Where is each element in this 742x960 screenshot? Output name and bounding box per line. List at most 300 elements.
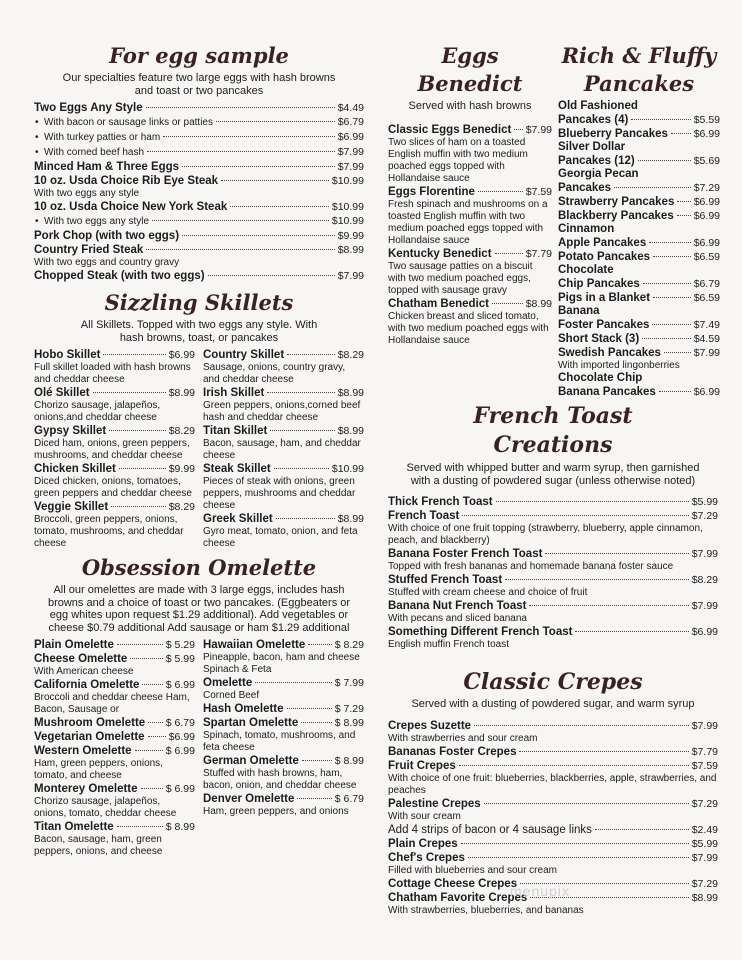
benedict-list bbox=[388, 123, 552, 347]
item-name: Pancakes (12) bbox=[558, 155, 635, 167]
dot-leader bbox=[514, 129, 522, 130]
dot-leader bbox=[302, 760, 332, 761]
crepe-row bbox=[388, 759, 718, 773]
item-description: Filled with blueberries and sour cream bbox=[388, 864, 557, 876]
dot-leader bbox=[163, 136, 335, 137]
french-toast-row bbox=[388, 573, 718, 587]
item-name: Palestine Crepes bbox=[388, 797, 481, 810]
omelette-item bbox=[34, 744, 195, 782]
item-description: Chicken breast and sliced tomato, with two medium poached eggs with Hollandaise sauce bbox=[388, 310, 549, 346]
pancake-name-line1: Old Fashioned bbox=[558, 100, 638, 112]
dot-leader bbox=[109, 430, 165, 431]
dot-leader bbox=[287, 708, 332, 709]
egg-item bbox=[34, 214, 364, 229]
dot-leader bbox=[182, 235, 335, 236]
dot-leader bbox=[664, 352, 691, 353]
omelette-item bbox=[34, 652, 195, 678]
skillets-intro: All Skillets. Topped with two eggs any style. With hash browns, toast, or pancakes bbox=[80, 319, 318, 344]
pancake-row bbox=[558, 154, 720, 168]
item-description: Gyro meat, tomato, onion, and feta cheese bbox=[203, 526, 358, 549]
pancake-row bbox=[558, 113, 720, 127]
item-name: Banana Nut French Toast bbox=[388, 600, 527, 612]
dot-leader bbox=[649, 242, 691, 243]
item-name: Plain Crepes bbox=[388, 837, 458, 850]
dot-leader bbox=[478, 191, 523, 192]
item-price: $7.29 bbox=[693, 182, 720, 194]
skillet-item-row bbox=[34, 500, 195, 514]
crepes-title: Classic Crepes bbox=[463, 669, 643, 695]
dot-leader bbox=[652, 324, 690, 325]
item-price: $7.99 bbox=[693, 347, 720, 359]
item-price: $10.99 bbox=[331, 215, 364, 227]
pancake-name-line1: Georgia Pecan bbox=[558, 168, 639, 180]
egg-item bbox=[34, 101, 364, 115]
pancake-row bbox=[558, 291, 720, 305]
dot-leader bbox=[276, 518, 335, 519]
item-price: $6.99 bbox=[337, 131, 364, 143]
item-name: Veggie Skillet bbox=[34, 501, 109, 513]
omelette-item bbox=[34, 638, 195, 652]
benedict-column bbox=[388, 42, 552, 347]
item-name: Two Eggs Any Style bbox=[34, 102, 143, 114]
item-name: Cheese Omelette bbox=[34, 653, 128, 665]
pancake-row bbox=[558, 181, 720, 195]
skillet-item-row bbox=[34, 348, 195, 362]
dot-leader bbox=[677, 215, 691, 216]
item-description: Bacon, sausage, ham, green peppers, onions, and cheese bbox=[34, 834, 163, 857]
benedict-item bbox=[388, 247, 552, 297]
item-price: $8.29 bbox=[691, 574, 718, 586]
item-name: Western Omelette bbox=[34, 745, 132, 757]
item-name: Hawaiian Omelette bbox=[203, 639, 306, 651]
item-price: $7.99 bbox=[691, 851, 718, 864]
pancake-list bbox=[558, 100, 720, 399]
item-price: $9.99 bbox=[168, 463, 195, 475]
benedict-item bbox=[388, 185, 552, 247]
omelette-item-row bbox=[203, 638, 364, 652]
item-description: Spinach, tomato, mushrooms, and feta cheese bbox=[203, 730, 356, 753]
item-description: With choice of one fruit topping (strawberry, blueberry, apple cinnamon, peach, and blackberry) bbox=[388, 523, 703, 546]
skillet-item bbox=[203, 424, 364, 462]
omelette-item bbox=[34, 820, 195, 858]
item-name: Potato Pancakes bbox=[558, 251, 651, 263]
item-price: $6.79 bbox=[337, 116, 364, 128]
item-price: $7.29 bbox=[691, 877, 718, 890]
pancake-item bbox=[558, 127, 720, 141]
item-name: German Omelette bbox=[203, 755, 299, 767]
item-description: With two eggs any style bbox=[34, 188, 140, 199]
pancake-row bbox=[558, 277, 720, 291]
omelette-item-row bbox=[34, 820, 195, 834]
egg-section-intro: Our specialties feature two large eggs with hash browns and toast or two pancakes bbox=[62, 72, 336, 97]
item-price: $5.99 bbox=[691, 496, 718, 508]
item-name: Vegetarian Omelette bbox=[34, 731, 145, 743]
item-price: $4.49 bbox=[337, 102, 364, 114]
dot-leader bbox=[462, 515, 688, 516]
pancakes-title: Rich & Fluffy Pancakes bbox=[561, 43, 717, 96]
item-name: Blackberry Pancakes bbox=[558, 210, 674, 222]
item-name: Pigs in a Blanket bbox=[558, 292, 651, 304]
skillets-grid bbox=[34, 348, 364, 550]
item-name: Pancakes (4) bbox=[558, 114, 629, 126]
egg-item bbox=[34, 243, 364, 257]
item-price: $7.99 bbox=[691, 719, 718, 732]
item-price: $8.99 bbox=[337, 425, 364, 437]
item-price: $8.99 bbox=[691, 891, 718, 904]
dot-leader bbox=[519, 751, 688, 752]
item-name: Omelette bbox=[203, 677, 253, 689]
omelette-item bbox=[203, 702, 364, 716]
egg-item bbox=[34, 130, 364, 145]
item-description: Broccoli and cheddar cheese Ham, Bacon, Sausage or bbox=[34, 692, 190, 715]
pancake-item bbox=[558, 223, 720, 250]
omelette-item bbox=[34, 678, 195, 716]
item-price: $8.29 bbox=[337, 349, 364, 361]
omelette-item bbox=[203, 716, 364, 754]
dot-leader bbox=[301, 722, 332, 723]
crepe-item bbox=[388, 759, 718, 797]
item-description: Pineapple, bacon, ham and cheese Spinach & Feta bbox=[203, 652, 360, 675]
dot-leader bbox=[638, 160, 691, 161]
french-toast-list bbox=[388, 495, 718, 651]
item-price: $10.99 bbox=[331, 463, 364, 475]
pancake-item bbox=[558, 346, 720, 372]
skillet-item bbox=[34, 386, 195, 424]
pancake-item bbox=[558, 195, 720, 209]
item-name: Mushroom Omelette bbox=[34, 717, 146, 729]
item-price: $7.99 bbox=[337, 161, 364, 173]
item-description: With choice of one fruit: blueberries, blackberries, apple, strawberries, and peaches bbox=[388, 772, 717, 796]
item-price: $6.79 bbox=[693, 278, 720, 290]
omelette-column-1 bbox=[34, 638, 195, 858]
pancake-row bbox=[558, 346, 720, 360]
crepe-item bbox=[388, 823, 718, 837]
item-price: $7.59 bbox=[691, 759, 718, 772]
item-price: $7.49 bbox=[693, 319, 720, 331]
crepe-item bbox=[388, 797, 718, 823]
dot-leader bbox=[468, 857, 689, 858]
pancake-item bbox=[558, 168, 720, 195]
item-name: Something Different French Toast bbox=[388, 626, 573, 638]
item-name: Eggs Florentine bbox=[388, 185, 475, 198]
dot-leader bbox=[142, 684, 162, 685]
item-name: Thick French Toast bbox=[388, 496, 493, 508]
dot-leader bbox=[152, 220, 329, 221]
item-name: Titan Omelette bbox=[34, 821, 114, 833]
skillet-item bbox=[203, 386, 364, 424]
item-name: Add 4 strips of bacon or 4 sausage links bbox=[388, 823, 592, 836]
omelette-title: Obsession Omelette bbox=[81, 555, 317, 580]
item-name: Foster Pancakes bbox=[558, 319, 650, 331]
pancake-item bbox=[558, 209, 720, 223]
dot-leader bbox=[216, 121, 335, 122]
item-name: Greek Skillet bbox=[203, 513, 273, 525]
dot-leader bbox=[146, 249, 334, 250]
french-toast-item bbox=[388, 547, 718, 573]
item-description: With imported lingonberries bbox=[558, 360, 680, 371]
dot-leader bbox=[308, 644, 332, 645]
pancake-name-line1: Cinnamon bbox=[558, 223, 615, 235]
dot-leader bbox=[141, 788, 163, 789]
pancakes-column bbox=[558, 42, 720, 399]
omelette-grid bbox=[34, 638, 364, 858]
item-price: $ 6.79 bbox=[165, 717, 195, 729]
item-price: $8.99 bbox=[525, 297, 552, 310]
item-name: • With two eggs any style bbox=[44, 215, 149, 229]
dot-leader bbox=[93, 392, 166, 393]
omelette-intro: All our omelettes are made with 3 large eggs, includes hash browns and a choice of toast or two pancakes. (Eggbeaters or egg whites upon request $1.29 additional). Add vegetables or cheese $0.79 additional Add sausage or ham $1.29 additional bbox=[47, 584, 351, 634]
skillets-column-2 bbox=[203, 348, 364, 550]
item-name: Country Skillet bbox=[203, 349, 285, 361]
item-name: Chatham Benedict bbox=[388, 297, 489, 310]
french-toast-item bbox=[388, 625, 718, 651]
dot-leader bbox=[653, 256, 691, 257]
egg-item bbox=[34, 174, 364, 188]
egg-item bbox=[34, 160, 364, 174]
item-description: Diced chicken, onions, tomatoes, green peppers and cheddar cheese bbox=[34, 476, 192, 499]
item-price: $6.99 bbox=[693, 128, 720, 140]
item-description: Chorizo sausage, jalapeños, onions,and cheddar cheese bbox=[34, 400, 161, 423]
dot-leader bbox=[529, 605, 688, 606]
crepes-section bbox=[388, 668, 718, 917]
item-price: $7.99 bbox=[691, 600, 718, 612]
dot-leader bbox=[671, 133, 691, 134]
item-price: $ 6.99 bbox=[165, 745, 195, 757]
french-toast-item bbox=[388, 599, 718, 625]
dot-leader bbox=[117, 826, 163, 827]
item-name: Titan Skillet bbox=[203, 425, 268, 437]
item-name: 10 oz. Usda Choice New York Steak bbox=[34, 201, 228, 213]
pancake-row bbox=[558, 127, 720, 141]
egg-item bbox=[34, 145, 364, 160]
skillet-item-row bbox=[203, 512, 364, 526]
egg-item bbox=[34, 115, 364, 130]
item-name: Crepes Suzette bbox=[388, 719, 472, 732]
omelette-item-row bbox=[203, 702, 364, 716]
dot-leader bbox=[631, 119, 690, 120]
french-toast-row bbox=[388, 599, 718, 613]
item-description: Stuffed with cream cheese and choice of fruit bbox=[388, 587, 588, 598]
pancake-item bbox=[558, 264, 720, 291]
pancake-item bbox=[558, 372, 720, 399]
item-price: $9.99 bbox=[337, 230, 364, 242]
item-name: Chopped Steak (with two eggs) bbox=[34, 270, 205, 282]
item-name: Classic Eggs Benedict bbox=[388, 123, 512, 136]
french-toast-item bbox=[388, 509, 718, 547]
pancake-name-line1: Chocolate Chip bbox=[558, 372, 643, 384]
dot-leader bbox=[221, 180, 329, 181]
item-price: $6.99 bbox=[168, 731, 195, 743]
egg-list bbox=[34, 101, 364, 283]
dot-leader bbox=[492, 303, 523, 304]
crepe-item bbox=[388, 745, 718, 759]
egg-item bbox=[34, 200, 364, 214]
left-column bbox=[34, 42, 364, 858]
dot-leader bbox=[270, 430, 334, 431]
skillet-item-row bbox=[34, 424, 195, 438]
pancake-row bbox=[558, 332, 720, 346]
pancake-item bbox=[558, 141, 720, 168]
item-price: $2.49 bbox=[691, 823, 718, 836]
item-name: • With bacon or sausage links or patties bbox=[44, 116, 213, 130]
omelette-item bbox=[34, 782, 195, 820]
dot-leader bbox=[677, 201, 690, 202]
item-price: $6.99 bbox=[693, 237, 720, 249]
item-name: Banana Foster French Toast bbox=[388, 548, 543, 560]
item-name: Irish Skillet bbox=[203, 387, 265, 399]
benedict-intro: Served with hash browns bbox=[408, 100, 532, 112]
dot-leader bbox=[255, 682, 332, 683]
item-price: $5.99 bbox=[691, 837, 718, 850]
pancake-row bbox=[558, 250, 720, 264]
skillet-item bbox=[203, 348, 364, 386]
dot-leader bbox=[230, 206, 329, 207]
omelette-item-row bbox=[34, 782, 195, 796]
omelette-item bbox=[203, 792, 364, 818]
dot-leader bbox=[146, 107, 335, 108]
skillet-item bbox=[34, 462, 195, 500]
item-price: $4.59 bbox=[693, 333, 720, 345]
dot-leader bbox=[545, 553, 688, 554]
item-name: Denver Omelette bbox=[203, 793, 295, 805]
item-name: Banana Pancakes bbox=[558, 386, 656, 398]
pancake-item bbox=[558, 250, 720, 264]
crepe-row bbox=[388, 823, 718, 837]
crepe-item bbox=[388, 851, 718, 877]
french-toast-item bbox=[388, 573, 718, 599]
item-name: Bananas Foster Crepes bbox=[388, 745, 517, 758]
item-price: $6.59 bbox=[693, 292, 720, 304]
item-name: Kentucky Benedict bbox=[388, 247, 492, 260]
item-description: Two slices of ham on a toasted English muffin with two medium poached eggs topped with Hollandaise sauce bbox=[388, 136, 528, 184]
item-price: $7.59 bbox=[525, 185, 552, 198]
benedict-row bbox=[388, 123, 552, 137]
benedict-row bbox=[388, 297, 552, 311]
item-price: $8.99 bbox=[337, 513, 364, 525]
omelette-item-row bbox=[203, 716, 364, 730]
dot-leader bbox=[643, 283, 691, 284]
dot-leader bbox=[474, 725, 689, 726]
pancake-row bbox=[558, 385, 720, 399]
dot-leader bbox=[147, 151, 335, 152]
crepe-row bbox=[388, 851, 718, 865]
french-toast-intro: Served with whipped butter and warm syrup, then garnished with a dusting of powdered sugar (unless otherwise noted) bbox=[406, 462, 700, 487]
french-toast-row bbox=[388, 547, 718, 561]
item-name: Hobo Skillet bbox=[34, 349, 101, 361]
skillet-item-row bbox=[203, 348, 364, 362]
french-toast-row bbox=[388, 625, 718, 639]
item-price: $ 8.29 bbox=[334, 639, 364, 651]
item-price: $7.99 bbox=[691, 548, 718, 560]
omelette-item bbox=[203, 676, 364, 702]
item-name: Chicken Skillet bbox=[34, 463, 116, 475]
crepe-item bbox=[388, 837, 718, 851]
item-price: $ 5.29 bbox=[165, 639, 195, 651]
item-name: Chatham Favorite Crepes bbox=[388, 891, 528, 904]
item-name: • With turkey patties or ham bbox=[44, 131, 160, 145]
dot-leader bbox=[595, 829, 689, 830]
pancake-name-line1: Banana bbox=[558, 305, 600, 317]
item-name: Country Fried Steak bbox=[34, 244, 144, 256]
dot-leader bbox=[575, 631, 688, 632]
dot-leader bbox=[496, 501, 689, 502]
item-price: $6.99 bbox=[693, 210, 720, 222]
dot-leader bbox=[461, 843, 689, 844]
item-price: $7.79 bbox=[525, 247, 552, 260]
omelette-item bbox=[203, 754, 364, 792]
dot-leader bbox=[484, 803, 689, 804]
omelette-item-row bbox=[34, 678, 195, 692]
omelette-item-row bbox=[203, 676, 364, 690]
item-price: $ 7.29 bbox=[334, 703, 364, 715]
item-description: English muffin French toast bbox=[388, 639, 509, 650]
egg-item bbox=[34, 229, 364, 243]
pancake-row bbox=[558, 318, 720, 332]
item-name: Strawberry Pancakes bbox=[558, 196, 675, 208]
item-name: Fruit Crepes bbox=[388, 759, 456, 772]
item-price: $ 8.99 bbox=[334, 717, 364, 729]
item-name: California Omelette bbox=[34, 679, 140, 691]
skillet-item bbox=[34, 500, 195, 550]
item-price: $10.99 bbox=[331, 175, 364, 187]
item-price: $7.99 bbox=[337, 270, 364, 282]
pancake-row bbox=[558, 209, 720, 223]
item-description: With sour cream bbox=[388, 810, 461, 822]
pancake-item bbox=[558, 291, 720, 305]
item-description: Fresh spinach and mushrooms on a toasted English muffin with two medium poached eggs topped with Hollandaise sauce bbox=[388, 198, 548, 246]
item-name: Plain Omelette bbox=[34, 639, 114, 651]
item-name: Stuffed French Toast bbox=[388, 574, 503, 586]
omelette-item-row bbox=[34, 638, 195, 652]
dot-leader bbox=[208, 275, 335, 276]
omelette-item-row bbox=[34, 652, 195, 666]
item-price: $7.99 bbox=[337, 146, 364, 158]
dot-leader bbox=[459, 765, 689, 766]
item-name: Cottage Cheese Crepes bbox=[388, 877, 518, 890]
dot-leader bbox=[182, 166, 335, 167]
item-price: $ 6.99 bbox=[165, 783, 195, 795]
pancake-item bbox=[558, 305, 720, 332]
item-name: 10 oz. Usda Choice Rib Eye Steak bbox=[34, 175, 219, 187]
skillet-item bbox=[203, 462, 364, 512]
benedict-item bbox=[388, 297, 552, 347]
skillet-item bbox=[203, 512, 364, 550]
item-name: Apple Pancakes bbox=[558, 237, 647, 249]
item-description: Green peppers, onions,corned beef hash and cheddar cheese bbox=[203, 400, 361, 423]
item-description: Ham, green peppers, onions, tomato, and cheese bbox=[34, 758, 163, 781]
dot-leader bbox=[148, 722, 163, 723]
item-name: Minced Ham & Three Eggs bbox=[34, 161, 180, 173]
item-description: Ham, green peppers, and onions bbox=[203, 806, 349, 817]
item-price: $ 6.79 bbox=[334, 793, 364, 805]
dot-leader bbox=[103, 354, 165, 355]
item-name: Olé Skillet bbox=[34, 387, 90, 399]
skillets-column-1 bbox=[34, 348, 195, 550]
item-name: • With corned beef hash bbox=[44, 146, 144, 160]
item-name: Hash Omelette bbox=[203, 703, 284, 715]
dot-leader bbox=[135, 750, 163, 751]
french-toast-row bbox=[388, 509, 718, 523]
skillet-item-row bbox=[203, 462, 364, 476]
crepes-intro: Served with a dusting of powdered sugar, and warm syrup bbox=[411, 698, 695, 710]
omelette-item-row bbox=[203, 792, 364, 806]
item-price: $7.79 bbox=[691, 745, 718, 758]
item-name: Pancakes bbox=[558, 182, 612, 194]
dot-leader bbox=[274, 468, 329, 469]
item-description: Sausage, onions, country gravy, and cheddar cheese bbox=[203, 362, 346, 385]
item-description: Two sausage patties on a biscuit with two medium poached eggs, topped with sausage gravy bbox=[388, 260, 533, 296]
item-description: Broccoli, green peppers, onions, tomato, mushrooms, and cheddar cheese bbox=[34, 514, 184, 549]
